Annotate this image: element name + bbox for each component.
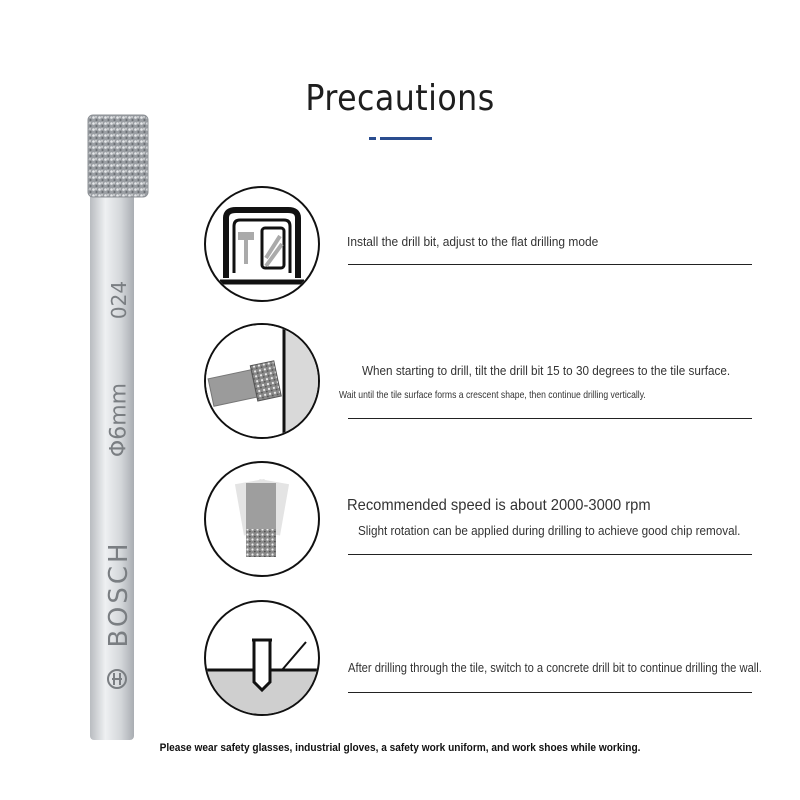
step-1-divider	[348, 264, 752, 265]
step-2-text: When starting to drill, tilt the drill bit 15 to 30 degrees to the tile surface.	[362, 363, 731, 378]
step-2-divider	[348, 418, 752, 419]
drill-code-label: 024	[107, 280, 131, 320]
step-3-text: Recommended speed is about 2000-3000 rpm	[347, 497, 651, 514]
step-3-divider	[348, 554, 752, 555]
step-3-subtext: Slight rotation can be applied during drilling to achieve good chip removal.	[358, 523, 741, 538]
step-4-divider	[348, 692, 752, 693]
bosch-logo-icon	[107, 669, 127, 689]
safety-footer-note: Please wear safety glasses, industrial gloves, a safety work uniform, and work shoes while working.	[159, 742, 641, 754]
title-accent-bar	[380, 137, 432, 140]
drill-brand-label: BOSCH	[104, 540, 134, 648]
concrete-drill-icon	[204, 600, 320, 716]
step-4-text: After drilling through the tile, switch to a concrete drill bit to continue drilling the wall.	[348, 660, 762, 675]
tilted-drill-icon	[204, 323, 320, 439]
step-2-subtext: Wait until the tile surface forms a crescent shape, then continue drilling vertically.	[339, 389, 646, 401]
page-title: Precautions	[305, 78, 495, 119]
step-1-text: Install the drill bit, adjust to the flat drilling mode	[347, 234, 599, 249]
drill-mode-icon	[204, 186, 320, 302]
drill-size-label: Φ6mm	[106, 382, 132, 458]
title-accent-dot	[369, 137, 376, 140]
rotation-drill-icon	[204, 461, 320, 577]
